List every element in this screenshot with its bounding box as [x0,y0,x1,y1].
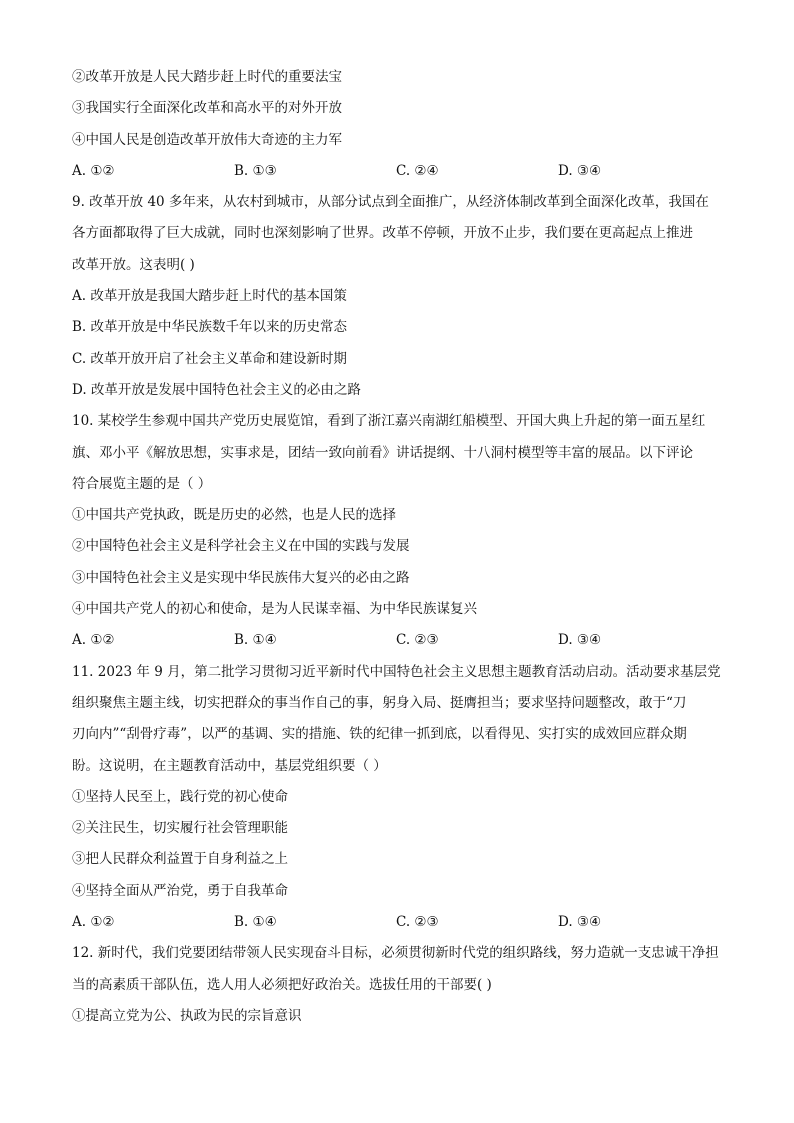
q11-stem-line: 刃向内”“刮骨疗毒”，以严的基调、实的措施、铁的纪律一抓到底，以看得见、实打实的成效回应群众期 [72,726,687,743]
q8-choice-d: D. ③④ [558,162,602,179]
q10-choice-d: D. ③④ [558,632,602,649]
q11-stem-line: 盼。这说明，在主题教育活动中，基层党组织要（ ） [72,757,387,774]
q8-item: ②改革开放是人民大踏步赶上时代的重要法宝 [72,69,342,85]
q9-option-a: A. 改革开放是我国大踏步赶上时代的基本国策 [72,288,347,305]
q10-item: ②中国特色社会主义是科学社会主义在中国的实践与发展 [72,538,410,555]
q8-choices [72,156,724,187]
q11-item: ④坚持全面从严治党，勇于自我革命 [72,882,288,899]
q10-item: ①中国共产党执政，既是历史的必然，也是人民的选择 [72,507,396,524]
q12-item: ①提高立党为公、执政为民的宗旨意识 [72,1007,302,1024]
q8-choice-b: B. ①③ [234,162,277,179]
q8-choice-c: C. ②④ [396,162,439,179]
q11-choice-c: C. ②③ [396,914,439,931]
q10-item: ③中国特色社会主义是实现中华民族伟大复兴的必由之路 [72,569,410,586]
q12-stem-line: 当的高素质干部队伍，选人用人必须把好政治关。选拔任用的干部要( ) [72,976,492,993]
q11-item: ②关注民生，切实履行社会管理职能 [72,820,288,837]
q11-item: ③把人民群众利益置于自身利益之上 [72,851,288,868]
q10-choice-c: C. ②③ [396,632,439,649]
exam-page [72,62,724,1032]
q10-stem-line: 10. 某校学生参观中国共产党历史展览馆，看到了浙江嘉兴南湖红船模型、开国大典上升起的第一面五星红 [72,413,706,430]
q9-option-b: B. 改革开放是中华民族数千年以来的历史常态 [72,319,348,336]
q11-choices [72,907,724,938]
q9-stem-line: 9. 改革开放 40 多年来，从农村到城市，从部分试点到全面推广，从经济体制改革到全面深化改革，我国在 [72,194,709,211]
q11-choice-d: D. ③④ [558,914,602,931]
q8-choice-a: A. ①② [72,162,115,179]
q11-stem-line: 11. 2023 年 9 月，第二批学习贯彻习近平新时代中国特色社会主义思想主题教育活动启动。活动要求基层党 [72,663,721,680]
q10-stem-line: 旗、邓小平《解放思想，实事求是，团结一致向前看》讲话提纲、十八洞村模型等丰富的展品。以下评论 [72,444,693,461]
q9-option-c: C. 改革开放开启了社会主义革命和建设新时期 [72,350,347,367]
q10-choice-b: B. ①④ [234,632,277,649]
q8-item: ③我国实行全面深化改革和高水平的对外开放 [72,100,342,117]
q9-option-d: D. 改革开放是发展中国特色社会主义的必由之路 [72,381,361,398]
q11-item: ①坚持人民至上，践行党的初心使命 [72,788,288,805]
q9-stem-line: 改革开放。这表明( ) [72,256,195,273]
q12-stem-line: 12. 新时代，我们党要团结带领人民实现奋斗目标，必须贯彻新时代党的组织路线，努力造就一支忠诚干净担 [72,945,719,962]
q11-stem-line: 组织聚焦主题主线，切实把群众的事当作自己的事，躬身入局、挺膺担当；要求坚持问题整改，敢于“刀 [72,694,687,711]
q10-choice-a: A. ①② [72,632,115,649]
q8-item: ④中国人民是创造改革开放伟大奇迹的主力军 [72,131,342,148]
q10-choices [72,625,724,656]
q10-item: ④中国共产党人的初心和使命，是为人民谋幸福、为中华民族谋复兴 [72,601,477,618]
q11-choice-b: B. ①④ [234,914,277,931]
q11-choice-a: A. ①② [72,914,115,931]
q9-stem-line: 各方面都取得了巨大成就，同时也深刻影响了世界。改革不停顿，开放不止步，我们要在更高起点上推进 [72,225,693,242]
q10-stem-line: 符合展览主题的是（ ） [72,475,212,492]
